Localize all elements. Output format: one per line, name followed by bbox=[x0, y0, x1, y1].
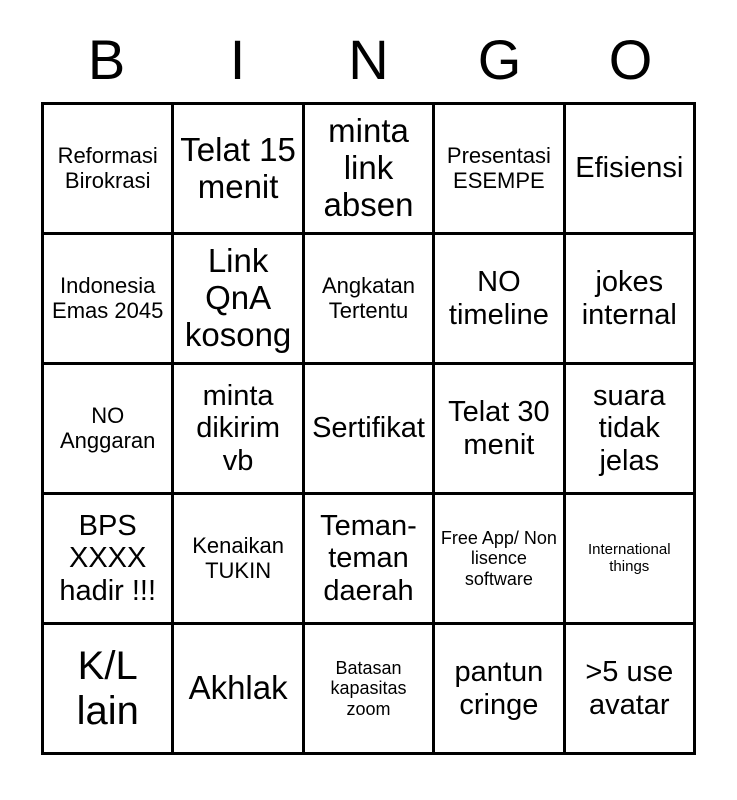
bingo-cell[interactable] bbox=[44, 235, 174, 365]
bingo-cell-label: NO timeline bbox=[448, 266, 549, 331]
bingo-cell[interactable] bbox=[44, 105, 174, 235]
bingo-cell-label: Telat 30 menit bbox=[448, 396, 550, 461]
bingo-cell[interactable] bbox=[566, 495, 696, 625]
bingo-cell-label: K/L lain bbox=[76, 643, 139, 733]
bingo-cell-label: NO Anggaran bbox=[59, 402, 156, 453]
bingo-cell-label: minta link absen bbox=[323, 112, 414, 223]
bingo-cell[interactable] bbox=[566, 625, 696, 755]
bingo-cell[interactable] bbox=[435, 105, 565, 235]
bingo-cell-label: suara tidak jelas bbox=[593, 379, 666, 477]
bingo-cell[interactable] bbox=[44, 365, 174, 495]
bingo-cell-label: minta dikirim vb bbox=[196, 379, 280, 477]
bingo-cell[interactable] bbox=[435, 365, 565, 495]
bingo-cell[interactable] bbox=[435, 625, 565, 755]
bingo-cell[interactable] bbox=[566, 235, 696, 365]
bingo-cell[interactable] bbox=[44, 495, 174, 625]
bingo-header-letter-b: B bbox=[87, 28, 126, 91]
bingo-cell[interactable] bbox=[174, 105, 304, 235]
bingo-cell-label: Akhlak bbox=[188, 669, 288, 707]
bingo-cell-label: Reformasi Birokrasi bbox=[57, 142, 158, 193]
bingo-header-letter-n: N bbox=[348, 28, 389, 91]
bingo-cell-label: Free App/ Non lisence software bbox=[440, 528, 557, 589]
bingo-header-letter-i: I bbox=[229, 28, 246, 91]
bingo-cell-label: Presentasi ESEMPE bbox=[446, 142, 551, 193]
bingo-cell[interactable] bbox=[174, 235, 304, 365]
bingo-cell[interactable] bbox=[174, 625, 304, 755]
bingo-cell-label: Batasan kapasitas zoom bbox=[330, 658, 407, 719]
bingo-cell[interactable] bbox=[305, 495, 435, 625]
bingo-cell[interactable] bbox=[305, 235, 435, 365]
bingo-cell[interactable] bbox=[174, 495, 304, 625]
bingo-cell[interactable] bbox=[305, 105, 435, 235]
bingo-header-letter-o: O bbox=[608, 28, 653, 91]
bingo-cell-label: Link QnA kosong bbox=[184, 242, 292, 353]
bingo-cell-label: Teman-teman daerah bbox=[320, 509, 417, 607]
bingo-cell-label: Sertifikat bbox=[312, 412, 425, 445]
bingo-cell-label: Angkatan Tertentu bbox=[322, 272, 415, 323]
bingo-cell[interactable] bbox=[435, 495, 565, 625]
bingo-cell-label: jokes internal bbox=[581, 266, 677, 331]
bingo-cell-label: pantun cringe bbox=[454, 656, 544, 721]
bingo-cell[interactable] bbox=[435, 235, 565, 365]
bingo-cell[interactable] bbox=[305, 625, 435, 755]
bingo-cell-label: Kenaikan TUKIN bbox=[192, 532, 284, 583]
bingo-cell-label: Telat 15 menit bbox=[180, 130, 296, 205]
bingo-cell[interactable] bbox=[305, 365, 435, 495]
bingo-cell-label: Efisiensi bbox=[575, 152, 684, 185]
bingo-cell[interactable] bbox=[566, 365, 696, 495]
bingo-cell[interactable] bbox=[566, 105, 696, 235]
bingo-cell-label: >5 use avatar bbox=[585, 656, 674, 721]
bingo-header-letter-g: G bbox=[477, 28, 522, 91]
bingo-cell[interactable] bbox=[174, 365, 304, 495]
bingo-cell[interactable] bbox=[44, 625, 174, 755]
bingo-header bbox=[41, 0, 696, 94]
bingo-cell-label: International things bbox=[588, 540, 671, 575]
bingo-cell-label: BPS XXXX hadir !!! bbox=[59, 509, 157, 607]
bingo-grid bbox=[41, 102, 696, 755]
bingo-cell-label: Indonesia Emas 2045 bbox=[52, 272, 164, 323]
